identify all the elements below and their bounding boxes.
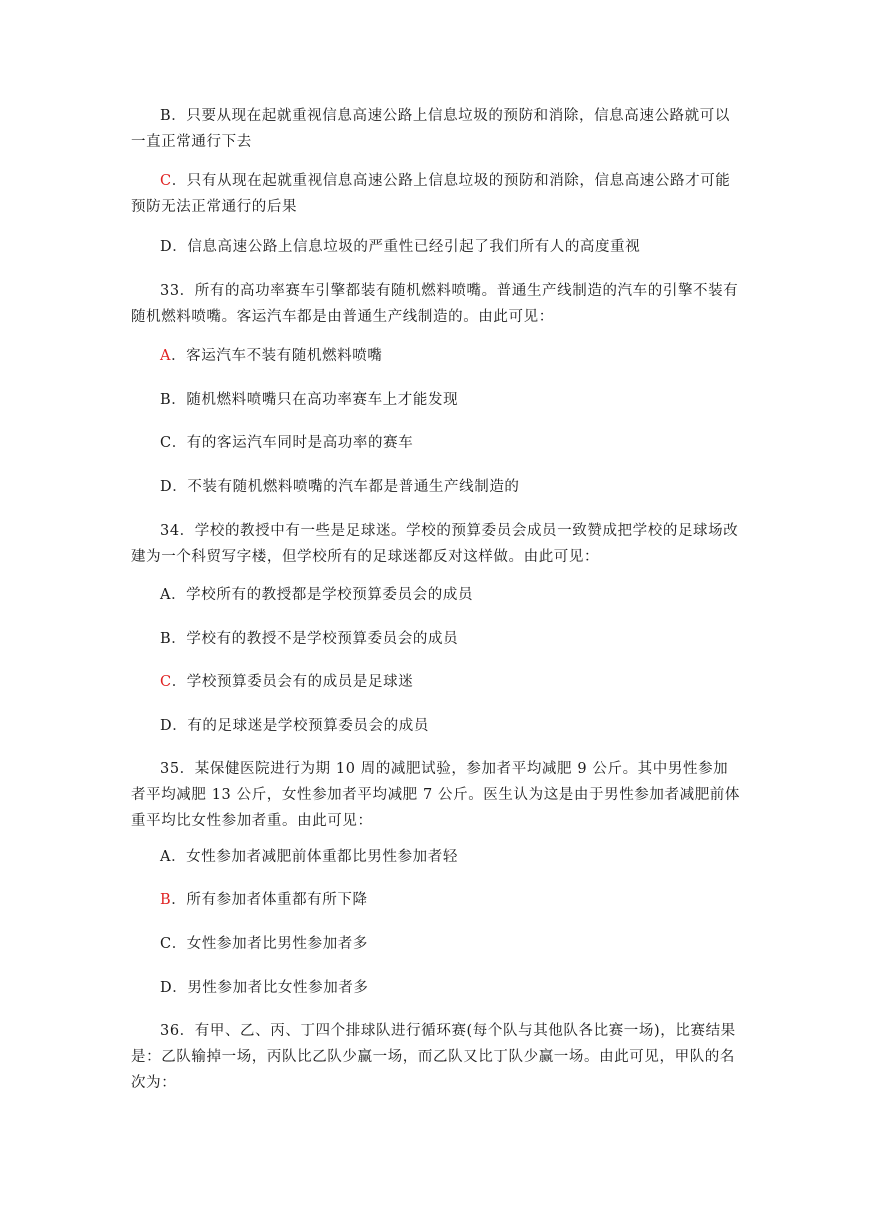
option-text: ．信息高速公路上信息垃圾的严重性已经引起了我们所有人的高度重视 bbox=[172, 239, 641, 255]
option-paragraph bbox=[131, 887, 743, 913]
option-paragraph bbox=[131, 582, 743, 608]
question-number: 34 bbox=[160, 523, 180, 539]
option-text: ．只要从现在起就重视信息高速公路上信息垃圾的预防和消除，信息高速公路就可以一直正常通行下去 bbox=[131, 108, 730, 150]
option-marker: D bbox=[160, 718, 173, 734]
option-text: ．有的客运汽车同时是高功率的赛车 bbox=[171, 435, 414, 451]
option-text: ．只有从现在起就重视信息高速公路上信息垃圾的预防和消除，信息高速公路才可能预防无法正常通行的后果 bbox=[131, 173, 731, 215]
option-text: ．随机燃料喷嘴只在高功率赛车上才能发现 bbox=[171, 392, 459, 408]
option-marker: A bbox=[160, 849, 172, 865]
option-text: ．有的足球迷是学校预算委员会的成员 bbox=[172, 718, 429, 734]
option-text: ．女性参加者减肥前体重都比男性参加者轻 bbox=[171, 849, 458, 865]
correct-answer-marker: C bbox=[160, 674, 172, 690]
option-paragraph bbox=[131, 234, 743, 260]
option-marker: D bbox=[160, 479, 173, 495]
option-paragraph bbox=[131, 975, 743, 1001]
option-paragraph bbox=[131, 931, 743, 957]
option-paragraph bbox=[131, 387, 743, 413]
option-paragraph bbox=[131, 626, 743, 652]
question-text: ．有甲、乙、丙、丁四个排球队进行循环赛(每个队与其他队各比赛一场)，比赛结果是：乙队输掉一场，丙队比乙队少赢一场，而乙队又比丁队少赢一场。由此可见，甲队的名次为： bbox=[131, 1023, 736, 1091]
question-number: 36 bbox=[160, 1023, 180, 1039]
question-paragraph bbox=[131, 518, 743, 570]
option-text: ．不装有随机燃料喷嘴的汽车都是普通生产线制造的 bbox=[172, 479, 520, 495]
option-marker: C bbox=[160, 435, 172, 451]
option-paragraph bbox=[131, 669, 743, 695]
option-marker: B bbox=[160, 108, 172, 124]
option-marker: B bbox=[160, 392, 172, 408]
option-marker: D bbox=[160, 239, 173, 255]
option-paragraph bbox=[131, 713, 743, 739]
option-text: ．客运汽车不装有随机燃料喷嘴 bbox=[171, 348, 383, 364]
correct-answer-marker: A bbox=[160, 348, 172, 364]
option-paragraph bbox=[131, 168, 743, 220]
option-text: ．学校所有的教授都是学校预算委员会的成员 bbox=[171, 587, 474, 603]
question-text: ．所有的高功率赛车引擎都装有随机燃料喷嘴。普通生产线制造的汽车的引擎不装有随机燃料喷嘴。客运汽车都是由普通生产线制造的。由此可见： bbox=[131, 283, 739, 325]
question-paragraph bbox=[131, 278, 743, 330]
option-text: ．女性参加者比男性参加者多 bbox=[171, 936, 369, 952]
question-text: ．某保健医院进行为期 10 周的减肥试验，参加者平均减肥 9 公斤。其中男性参加者平均减肥 13 公斤，女性参加者平均减肥 7 公斤。医生认为这是由于男性参加者减肥前体重平均比女性参加者重。由此可见： bbox=[131, 761, 741, 829]
question-number: 35 bbox=[160, 761, 180, 777]
option-text: ．所有参加者体重都有所下降 bbox=[171, 892, 368, 908]
option-marker: A bbox=[160, 587, 172, 603]
option-text: ．学校有的教授不是学校预算委员会的成员 bbox=[171, 631, 459, 647]
option-paragraph bbox=[131, 103, 743, 155]
question-paragraph bbox=[131, 756, 743, 834]
question-text: ．学校的教授中有一些是足球迷。学校的预算委员会成员一致赞成把学校的足球场改建为一个科贸写字楼，但学校所有的足球迷都反对这样做。由此可见： bbox=[131, 523, 739, 565]
question-paragraph bbox=[131, 1018, 743, 1096]
correct-answer-marker: C bbox=[160, 173, 172, 189]
option-text: ．男性参加者比女性参加者多 bbox=[172, 980, 369, 996]
correct-answer-marker: B bbox=[160, 892, 172, 908]
option-marker: C bbox=[160, 936, 172, 952]
option-text: ．学校预算委员会有的成员是足球迷 bbox=[171, 674, 414, 690]
option-paragraph bbox=[131, 844, 743, 870]
option-paragraph bbox=[131, 430, 743, 456]
option-marker: B bbox=[160, 631, 172, 647]
option-paragraph bbox=[131, 474, 743, 500]
option-paragraph bbox=[131, 343, 743, 369]
option-marker: D bbox=[160, 980, 173, 996]
question-number: 33 bbox=[160, 283, 180, 299]
